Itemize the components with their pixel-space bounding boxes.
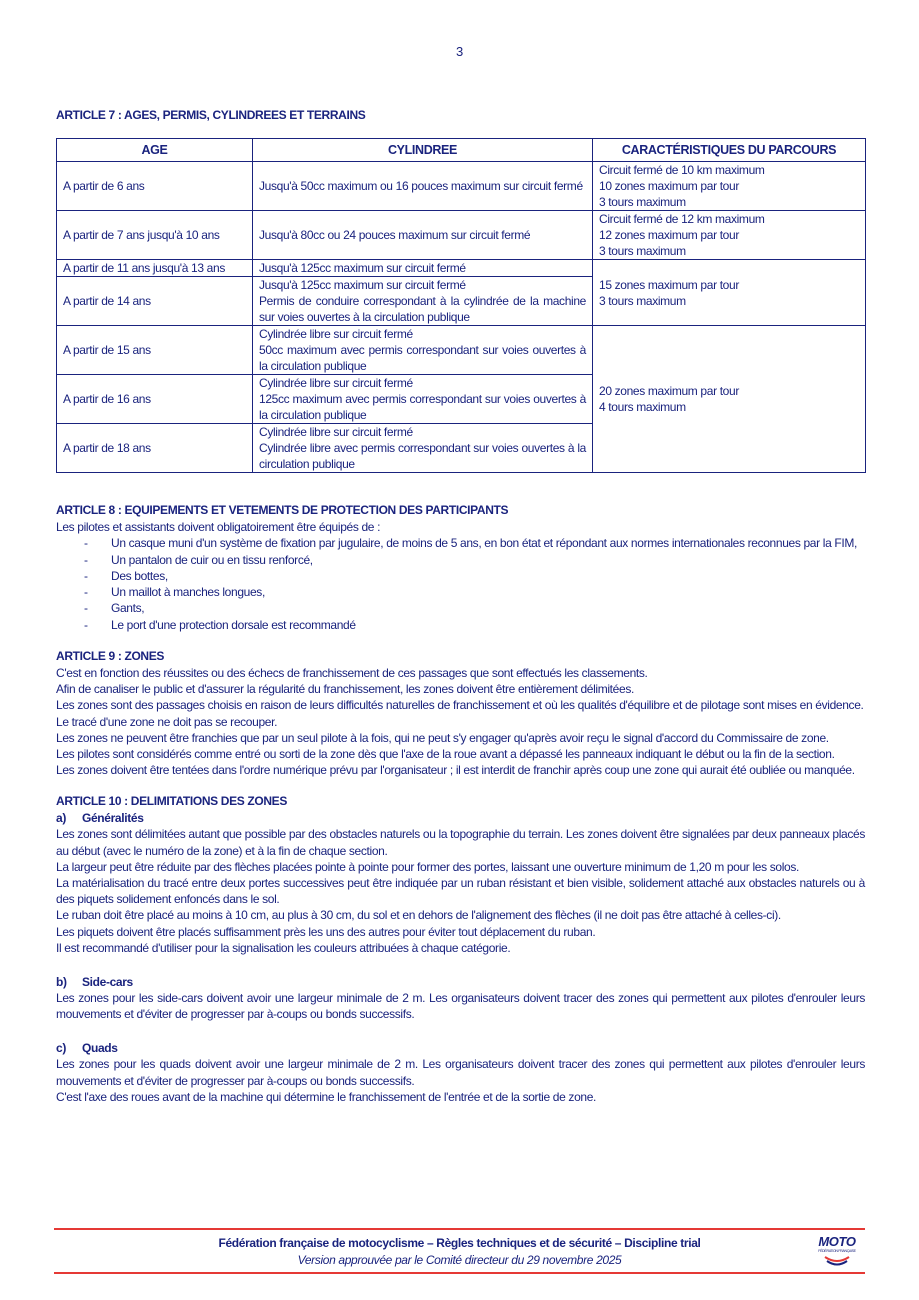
parcours-cell: [593, 211, 866, 260]
paragraph: Les zones pour les quads doivent avoir une largeur minimale de 2 m. Les organisateurs doivent tracer des zones qui permettent aux pilotes d'enrouler leurs mouvements et d'éviter de progresser par à-coups ou bonds successifs.: [56, 1057, 865, 1088]
age-cell: A partir de 15 ans: [57, 326, 253, 375]
cylindree-line: 50cc maximum avec permis correspondant sur voies ouvertes à la circulation publique: [259, 343, 586, 373]
paragraph: Les zones sont des passages choisis en raison de leurs difficultés naturelles de franchissement et où les qualités d'équilibre et de pilotage sont mises en évidence.: [56, 698, 864, 713]
subsection-letter: a): [56, 811, 66, 826]
paragraph: Afin de canaliser le public et d'assurer la régularité du franchissement, les zones doivent être entièrement délimitées.: [56, 682, 634, 697]
table-row: [57, 211, 866, 260]
cylindree-line: Cylindrée libre sur circuit fermé: [259, 376, 413, 390]
paragraph: Le ruban doit être placé au moins à 10 cm, au plus à 30 cm, du sol et en dehors de l'alignement des flèches (il ne doit pas être attaché à celles-ci).: [56, 908, 781, 923]
age-table: [56, 138, 866, 473]
footer-subtitle: Version approuvée par le Comité directeur du 29 novembre 2025: [297, 1253, 622, 1267]
parcours-cell: [593, 326, 866, 473]
cylindree-cell: [253, 326, 593, 375]
cylindree-cell: Jusqu'à 50cc maximum ou 16 pouces maximum sur circuit fermé: [253, 162, 593, 211]
paragraph: C'est en fonction des réussites ou des échecs de franchissement de ces passages que sont effectués les classements.: [56, 665, 648, 680]
cylindree-cell: Jusqu'à 80cc ou 24 pouces maximum sur circuit fermé: [253, 211, 593, 260]
article9-section: [56, 649, 865, 778]
logo-text: MOTO: [818, 1234, 856, 1249]
age-cell: A partir de 11 ans jusqu'à 13 ans: [57, 260, 253, 277]
cylindree-line: Cylindrée libre sur circuit fermé: [259, 425, 413, 439]
logo-swoosh-red: [825, 1257, 849, 1261]
article8-title: ARTICLE 8 : EQUIPEMENTS ET VETEMENTS DE PROTECTION DES PARTICIPANTS: [56, 503, 509, 517]
paragraph: Les zones sont délimitées autant que possible par des obstacles naturels ou la topographie du terrain. Les zones doivent être signalées par deux panneaux placés au début (avec le numéro de la zone) et à la fin de chaque section.: [56, 827, 865, 858]
parcours-line: Circuit fermé de 10 km maximum: [599, 163, 765, 177]
parcours-cell: [593, 162, 866, 211]
cylindree-line: 125cc maximum avec permis correspondant sur voies ouvertes à la circulation publique: [259, 392, 586, 422]
footer-top-rule: [54, 1228, 865, 1230]
article9-title: ARTICLE 9 : ZONES: [56, 648, 165, 663]
parcours-line: 3 tours maximum: [599, 293, 686, 308]
list-item: - Des bottes,: [111, 568, 865, 584]
article8-section: [56, 503, 865, 633]
cylindree-line: Cylindrée libre avec permis correspondant sur voies ouvertes à la circulation publique: [259, 441, 586, 471]
paragraph: Il est recommandé d'utiliser pour la signalisation les couleurs attribuées à chaque catégorie.: [56, 940, 511, 955]
subsection-title: Généralités: [82, 811, 144, 826]
parcours-line: 3 tours maximum: [599, 244, 686, 258]
article7-title: ARTICLE 7 : AGES, PERMIS, CYLINDREES ET TERRAINS: [56, 108, 366, 122]
paragraph: La matérialisation du tracé entre deux portes successives peut être indiquée par un ruban résistant et bien visible, solidement attaché aux obstacles naturels ou à des piquets solidement enfoncés dans le sol.: [56, 876, 865, 907]
article10-title: ARTICLE 10 : DELIMITATIONS DES ZONES: [56, 794, 287, 809]
subsection-title: Side-cars: [82, 975, 133, 990]
cylindree-cell: [253, 424, 593, 473]
cylindree-cell: [253, 277, 593, 326]
cylindree-line: Jusqu'à 125cc maximum sur circuit fermé: [259, 278, 466, 292]
age-cell: A partir de 7 ans jusqu'à 10 ans: [57, 211, 253, 260]
footer-bottom-rule: [54, 1272, 865, 1274]
header-age: AGE: [57, 139, 253, 162]
parcours-line: 3 tours maximum: [599, 195, 686, 209]
paragraph: Les piquets doivent être placés suffisamment près les uns des autres pour éviter tout déplacement du ruban.: [56, 924, 596, 939]
ffm-logo: [813, 1232, 861, 1270]
document-body: [56, 108, 865, 1105]
list-item: - Un pantalon de cuir ou en tissu renforcé,: [111, 552, 865, 568]
cylindree-line: Cylindrée libre sur circuit fermé: [259, 327, 413, 341]
table-header-row: [57, 139, 866, 162]
article8-intro: Les pilotes et assistants doivent obligatoirement être équipés de :: [56, 520, 381, 534]
paragraph: Les zones doivent être tentées dans l'ordre numérique prévu par l'organisateur ; il est interdit de franchir après coup une zone qui aurait été oubliée ou manquée.: [56, 763, 855, 778]
equipment-list: [56, 535, 865, 633]
paragraph: Le tracé d'une zone ne doit pas se recouper.: [56, 714, 278, 729]
parcours-line: 20 zones maximum par tour: [599, 384, 739, 398]
parcours-line: 4 tours maximum: [599, 400, 686, 414]
table-row: [57, 326, 866, 375]
paragraph: Les zones ne peuvent être franchies que par un seul pilote à la fois, qui ne peut s'y engager qu'après avoir reçu le signal d'accord du Commissaire de zone.: [56, 730, 829, 745]
cylindree-cell: Jusqu'à 125cc maximum sur circuit fermé: [253, 260, 593, 277]
header-parcours: CARACTÉRISTIQUES DU PARCOURS: [593, 139, 866, 162]
logo-subtext: FÉDÉRATION FRANÇAISE: [818, 1249, 856, 1253]
page-number: 3: [456, 44, 463, 59]
paragraph: La largeur peut être réduite par des flèches placées pointe à pointe pour former des portes, laissant une ouverture minimum de 1,20 m pour les solos.: [56, 859, 799, 874]
table-row: [57, 260, 866, 277]
table-row: [57, 162, 866, 211]
age-cell: A partir de 16 ans: [57, 375, 253, 424]
paragraph: Les zones pour les side-cars doivent avoir une largeur minimale de 2 m. Les organisateurs doivent tracer des zones qui permettent aux pilotes d'enrouler leurs mouvements et d'éviter de progresser par à-coups ou bonds successifs.: [56, 991, 865, 1022]
article10-section: [56, 794, 865, 1105]
list-item: - Un casque muni d'un système de fixation par jugulaire, de moins de 5 ans, en bon état et répondant aux normes internationales reconnues par la FIM,: [111, 535, 865, 551]
subsection-heading-c: [56, 1040, 865, 1056]
paragraph: C'est l'axe des roues avant de la machine qui détermine le franchissement de l'entrée et de la sortie de zone.: [56, 1089, 597, 1104]
header-cylindree: CYLINDREE: [253, 139, 593, 162]
cylindree-cell: [253, 375, 593, 424]
subsection-title: Quads: [82, 1041, 118, 1056]
age-cell: A partir de 6 ans: [57, 162, 253, 211]
parcours-line: 15 zones maximum par tour: [599, 277, 739, 292]
subsection-heading-a: [56, 810, 865, 826]
parcours-line: 12 zones maximum par tour: [599, 228, 739, 242]
footer-title: Fédération française de motocyclisme – Règles techniques et de sécurité – Discipline trial: [218, 1236, 701, 1250]
parcours-cell: [593, 260, 866, 326]
list-item: - Le port d'une protection dorsale est recommandé: [111, 617, 865, 633]
cylindree-line: Permis de conduire correspondant à la cylindrée de la machine sur voies ouvertes à la circulation publique: [259, 294, 586, 324]
subsection-letter: c): [56, 1041, 66, 1056]
paragraph: Les pilotes sont considérés comme entré ou sorti de la zone dès que l'axe de la roue avant a dépassé les panneaux indiquant le début ou la fin de la section.: [56, 747, 835, 761]
list-item: - Un maillot à manches longues,: [111, 584, 865, 600]
subsection-letter: b): [56, 975, 67, 990]
age-cell: A partir de 14 ans: [57, 277, 253, 326]
list-item: - Gants,: [111, 600, 865, 616]
subsection-heading-b: [56, 974, 865, 990]
parcours-line: Circuit fermé de 12 km maximum: [599, 212, 765, 226]
parcours-line: 10 zones maximum par tour: [599, 179, 739, 193]
age-cell: A partir de 18 ans: [57, 424, 253, 473]
